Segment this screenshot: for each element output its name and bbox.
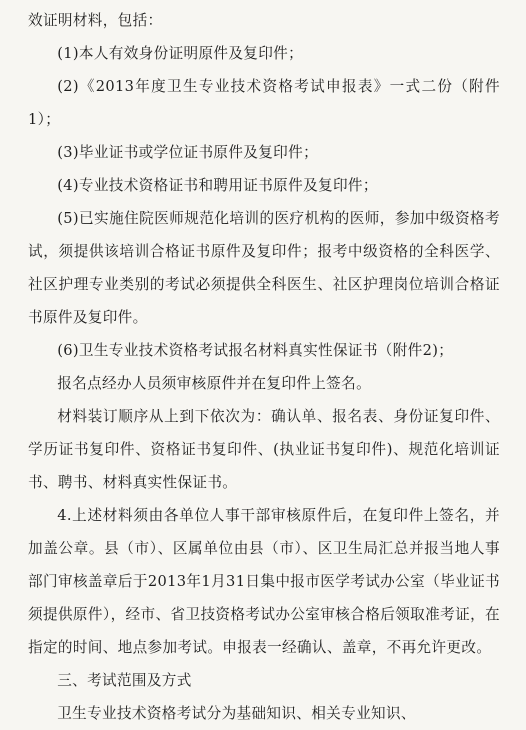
- section-heading-exam-scope: 三、考试范围及方式: [57, 672, 192, 689]
- paragraph-item-6: (6)卫生专业技术资格考试报名材料真实性保证书（附件2)；: [57, 342, 454, 359]
- paragraph-item-2: (2)《2013年度卫生专业技术资格考试申报表》一式二份（附件1）；: [28, 78, 500, 128]
- paragraph-item-1: (1)本人有效身份证明原件及复印件；: [57, 45, 304, 62]
- paragraph-item-3: (3)毕业证书或学位证书原件及复印件；: [57, 144, 319, 161]
- paragraph-item-5: (5)已实施住院医师规范化培训的医疗机构的医师，参加中级资格考试，须提供该培训合格证书原件及复印件；报考中级资格的全科医学、社区护理专业类别的考试必须提供全科医生、社区护理岗位培训合格证书原件及复印件。: [28, 210, 500, 326]
- paragraph-section-4: 4.上述材料须由各单位人事干部审核原件后，在复印件上签名，并加盖公章。县（市）、区属单位由县（市）、区卫生局汇总并报当地人事部门审核盖章后于2013年1月31日集中报市医学考试办公室（毕业证书须提供原件），经市、省卫技资格考试办公室审核合格后领取准考证，在指定的时间、地点参加考试。申报表一经确认、盖章，不再允许更改。: [28, 507, 500, 656]
- paragraph-item-4: (4)专业技术资格证书和聘用证书原件及复印件；: [57, 177, 378, 194]
- paragraph-intro: 效证明材料，包括：: [28, 12, 163, 29]
- paragraph-exam-scope: 卫生专业技术资格考试分为基础知识、相关专业知识、: [57, 705, 416, 722]
- paragraph-signature-note: 报名点经办人员须审核原件并在复印件上签名。: [57, 375, 372, 392]
- paragraph-binding-order: 材料装订顺序从上到下依次为：确认单、报名表、身份证复印件、学历证书复印件、资格证书复印件、(执业证书复印件)、规范化培训证书、聘书、材料真实性保证书。: [28, 408, 500, 491]
